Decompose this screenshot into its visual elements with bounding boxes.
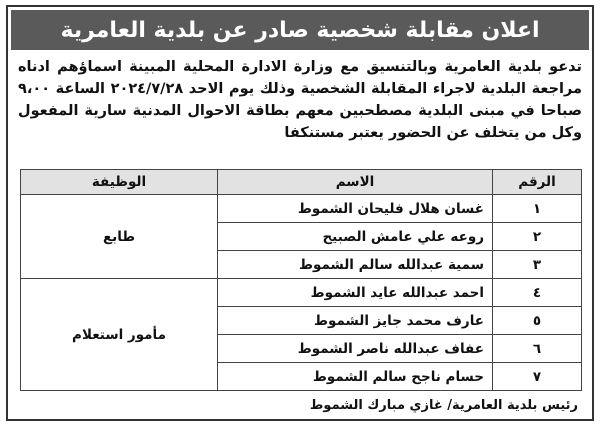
row-number: ٤ (493, 279, 582, 307)
row-name: عفاف عبدالله ناصر الشموط (218, 335, 493, 363)
signature: رئيس بلدية العامرية/ غازي مبارك الشموط (309, 398, 578, 413)
row-name: عارف محمد جايز الشموط (218, 307, 493, 335)
announcement-title: اعلان مقابلة شخصية صادر عن بلدية العامرية (11, 10, 589, 50)
header-job: الوظيفة (21, 170, 218, 195)
announcement-body: تدعو بلدية العامرية وبالتنسيق مع وزارة الادارة المحلية المبينة اسماؤهم ادناه مراجعة البلدية لاجراء المقابلة الشخصية وذلك يوم الاحد ٢٠٢٤/٧/٢٨ الساعة ٩،٠٠ صباحا في مبنى البلدية مصطحبين معهم بطاقة الاحوال المدنية سارية المفعول وكل من يتخلف عن الحضور يعتبر مستنكفا (18, 59, 582, 141)
row-number: ٧ (493, 363, 582, 391)
row-name: سمية عبدالله سالم الشموط (218, 251, 493, 279)
row-name: غسان هلال فليحان الشموط (218, 195, 493, 223)
row-number: ٣ (493, 251, 582, 279)
job-cell: مأمور استعلام (21, 279, 218, 391)
row-number: ٥ (493, 307, 582, 335)
table-header-row (21, 170, 582, 195)
row-number: ١ (493, 195, 582, 223)
table-row (21, 195, 582, 223)
announcement-box (6, 5, 594, 421)
header-number: الرقم (493, 170, 582, 195)
job-cell: طابع (21, 195, 218, 279)
row-name: روعه علي عامش الصبيح (218, 223, 493, 251)
row-name: حسام ناجح سالم الشموط (218, 363, 493, 391)
candidates-table (20, 169, 582, 391)
row-name: احمد عبدالله عايد الشموط (218, 279, 493, 307)
row-number: ٦ (493, 335, 582, 363)
table-row (21, 279, 582, 307)
header-name: الاسم (218, 170, 493, 195)
row-number: ٢ (493, 223, 582, 251)
